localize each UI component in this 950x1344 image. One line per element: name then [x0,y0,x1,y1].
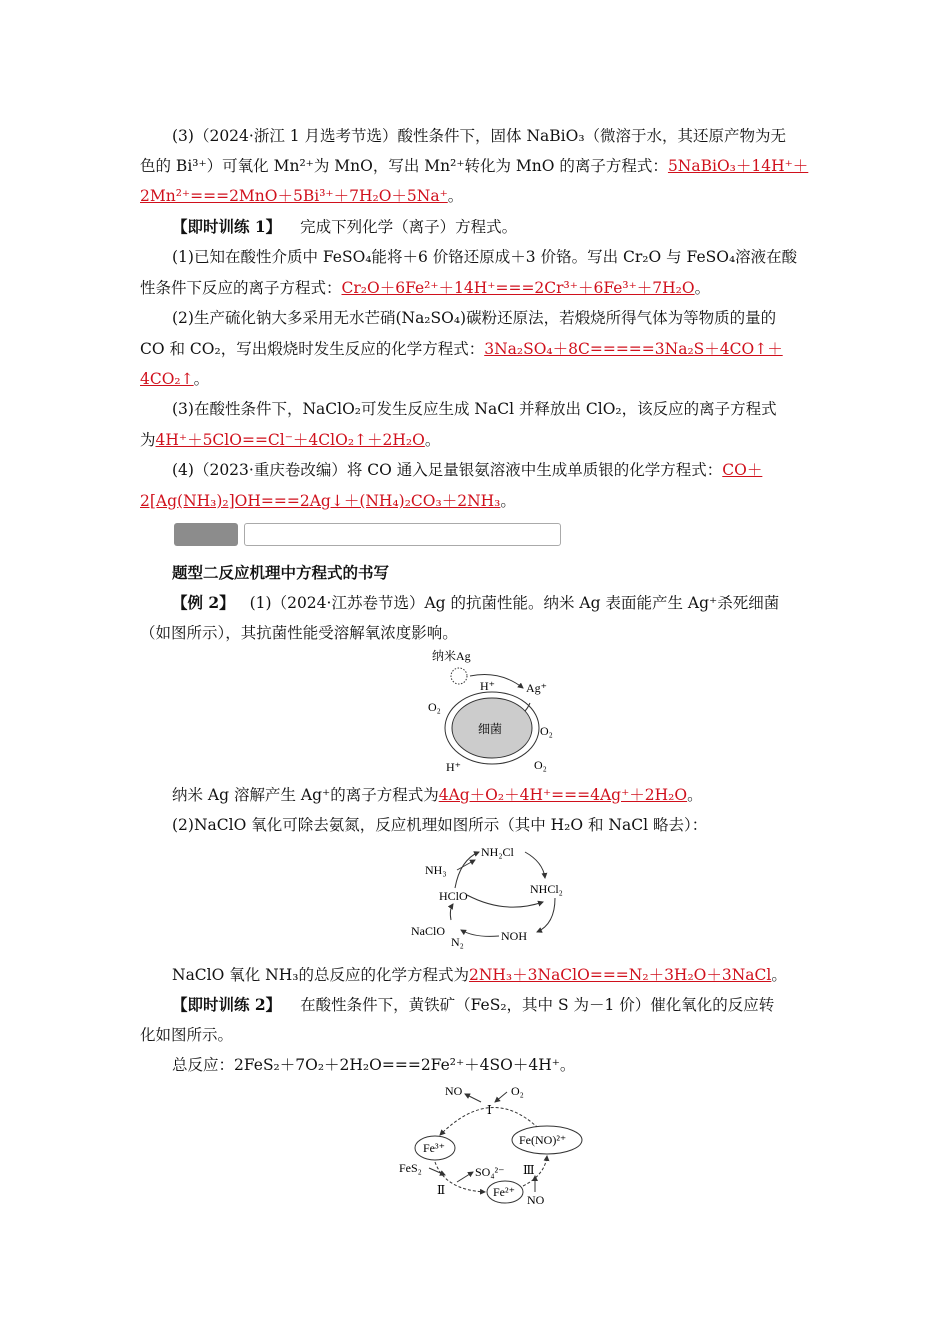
ex2-q1-period: 。 [687,786,703,804]
p3-period: 。 [447,187,464,205]
train1-q2-line3 [140,369,810,389]
train1-q3-period: 。 [424,431,441,449]
train1-q2-prefix: CO 和 CO₂，写出煅烧时发生反应的化学方程式： [140,340,485,358]
ex2-q2-period: 。 [771,966,787,984]
fig1-o2-label-left: O₂ [428,700,441,714]
train1-q2-period: 。 [193,370,210,388]
fig2-arrow-hclo-nh2cl [455,852,479,888]
train1-q3-line1: (3)在酸性条件下，NaClO₂可发生反应生成 NaCl 并释放出 ClO₂，该反应的离子方程式 [172,400,777,418]
section-banner-tab [174,523,238,546]
train2-line1 [172,995,842,1015]
ex2-q2-answer: 2NH₃＋3NaClO===N₂＋3H₂O＋3NaCl [468,966,772,984]
train1-q3-line2 [140,430,810,450]
train1-q2-answer-part2: 4CO₂↑ [140,370,194,388]
train1-q4-line2 [140,491,810,511]
train1-q1-line1: (1)已知在酸性介质中 FeSO₄能将＋6 价铬还原成＋3 价铬。写出 Cr₂O 与 FeSO₄溶液在酸 [172,248,798,266]
fig2-noh-label: NOH [501,929,527,943]
fig3-fes2-label: FeS₂ [399,1161,422,1175]
fig2-arrow-noh-n2 [461,930,499,936]
ex2-q2-answer-line [172,965,842,985]
fig1-h-label-bottom: H⁺ [446,760,461,774]
nano-ag-particle [451,668,467,684]
fig3-step1-label: Ⅰ [487,1103,492,1117]
fig3-step3-label: Ⅲ [523,1163,535,1177]
p3-line3 [140,186,810,206]
fig3-step2-label: Ⅱ [437,1183,446,1197]
train1-q4-answer-part1: CO＋ [722,461,763,479]
fig2-hclo-label: HClO [439,889,468,903]
p3-line2 [140,156,810,176]
train2-text: 在酸性条件下，黄铁矿（FeS₂，其中 S 为－1 价）催化氧化的反应转 [300,996,775,1014]
ex2-q1-answer: 4Ag＋O₂＋4H⁺===4Ag⁺＋2H₂O [438,786,688,804]
fig2-arrow-hclo-cycle [467,895,543,907]
train1-text: 完成下列化学（离子）方程式。 [300,218,518,236]
fig2-naclo-label: NaClO [411,924,445,938]
p3-line1: (3)（2024·浙江 1 月选考节选）酸性条件下，固体 NaBiO₃（微溶于水，其还原产物为无 [172,127,787,145]
train1-q4-answer-part2: 2[Ag(NH₃)₂]OH===2Ag↓＋(NH₄)₂CO₃＋2NH₃ [140,492,501,510]
train1-q2-line1: (2)生产硫化钠大多采用无水芒硝(Na₂SO₄)碳粉还原法，若煅烧所得气体为等物质的量的 [172,309,777,327]
ex2-label: 【例 2】 [172,593,235,612]
fig2-arrow-nh2cl-nhcl2 [525,852,545,878]
train1-q3-answer: 4H⁺＋5ClO==Cl⁻＋4ClO₂↑＋2H₂O [155,431,425,449]
fig1-arrow-ag [470,675,523,689]
train1-q2-line2 [140,339,810,359]
p3-answer-part2: 2Mn²⁺===2MnO＋5Bi³⁺＋7H₂O＋5Na⁺ [140,187,448,205]
section-banner [174,523,559,546]
train1-label: 【即时训练 1】 [172,217,282,236]
fes2-cycle-diagram [395,1080,595,1210]
ex2-line1 [172,593,842,613]
train1-q1-answer: Cr₂O＋6Fe²⁺＋14H⁺===2Cr³⁺＋6Fe³⁺＋7H₂O [341,279,695,297]
fig3-no-top-label: NO [445,1084,463,1098]
fig2-arrow-naclo-hclo [450,904,453,920]
fig3-arrow-fes2 [429,1168,445,1175]
fig1-bacteria-label: 细菌 [478,722,503,736]
fig2-nh3-label: NH₃ [425,863,447,877]
fig3-arrow-no-out [465,1094,481,1102]
fig2-nh2cl-label: NH₂Cl [481,845,514,859]
naclo-mechanism-diagram [405,840,585,955]
fig3-o2-label: O₂ [511,1084,524,1098]
train1-q3-prefix: 为 [140,431,156,449]
train1-q4-line1 [172,460,842,480]
section-title: 题型二反应机理中方程式的书写 [172,563,390,582]
train1-q4-prefix: (4)（2023·重庆卷改编）将 CO 通入足量银氨溶液中生成单质银的化学方程式： [172,461,723,479]
p3-line2-text: 色的 Bi³⁺）可氧化 Mn²⁺为 MnO，写出 Mn²⁺转化为 MnO 的离子方程式： [140,157,668,175]
fig1-h-label: H⁺ [480,679,495,693]
train2-line2: 化如图所示。 [140,1026,234,1044]
train2-label: 【即时训练 2】 [172,995,282,1014]
fig1-o2-label-right: O₂ [540,724,553,738]
fig3-no-bottom-label: NO [527,1193,545,1207]
train1-q1-period: 。 [694,279,711,297]
train1-heading [172,217,842,237]
ex2-q2-prefix: NaClO 氧化 NH₃的总反应的化学方程式为 [172,966,469,984]
fig3-fe3-label: Fe³⁺ [423,1141,445,1155]
train1-q2-answer-part1: 3Na₂SO₄＋8C=====3Na₂S＋4CO↑＋ [484,340,783,358]
train2-total-reaction: 总反应：2FeS₂＋7O₂＋2H₂O===2Fe²⁺＋4SO＋4H⁺。 [172,1056,576,1074]
p3-answer-part1: 5NaBiO₃＋14H⁺＋ [667,157,809,175]
fig3-fe2-label: Fe²⁺ [493,1185,515,1199]
fig3-feno-label: Fe(NO)²⁺ [519,1133,567,1147]
train1-q1-prefix: 性条件下反应的离子方程式： [140,279,342,297]
ex2-q2-line: (2)NaClO 氧化可除去氨氮，反应机理如图所示（其中 H₂O 和 NaCl 略去）： [172,816,708,834]
fig1-o2-label-bottom: O₂ [534,758,547,772]
section-banner-box [244,523,561,546]
fig1-ag-ion-label: Ag⁺ [526,681,547,695]
bacteria-diagram [420,645,570,775]
fig3-arrow-so4 [457,1172,473,1182]
fig3-arrow-o2 [495,1092,507,1102]
ex2-q1-prefix: 纳米 Ag 溶解产生 Ag⁺的离子方程式为 [172,786,439,804]
fig1-nano-ag-label: 纳米Ag [432,649,471,663]
ex2-text: (1)（2024·江苏卷节选）Ag 的抗菌性能。纳米 Ag 表面能产生 Ag⁺杀死细菌 [249,594,780,612]
fig3-so4-label: SO₄²⁻ [475,1165,505,1179]
fig2-nhcl2-label: NHCl₂ [530,882,563,896]
train1-q1-line2 [140,278,810,298]
fig2-n2-label: N₂ [451,935,464,949]
train1-q4-period: 。 [500,492,516,510]
ex2-q1-line [172,785,842,805]
ex2-line2: （如图所示），其抗菌性能受溶解氧浓度影响。 [140,624,458,642]
